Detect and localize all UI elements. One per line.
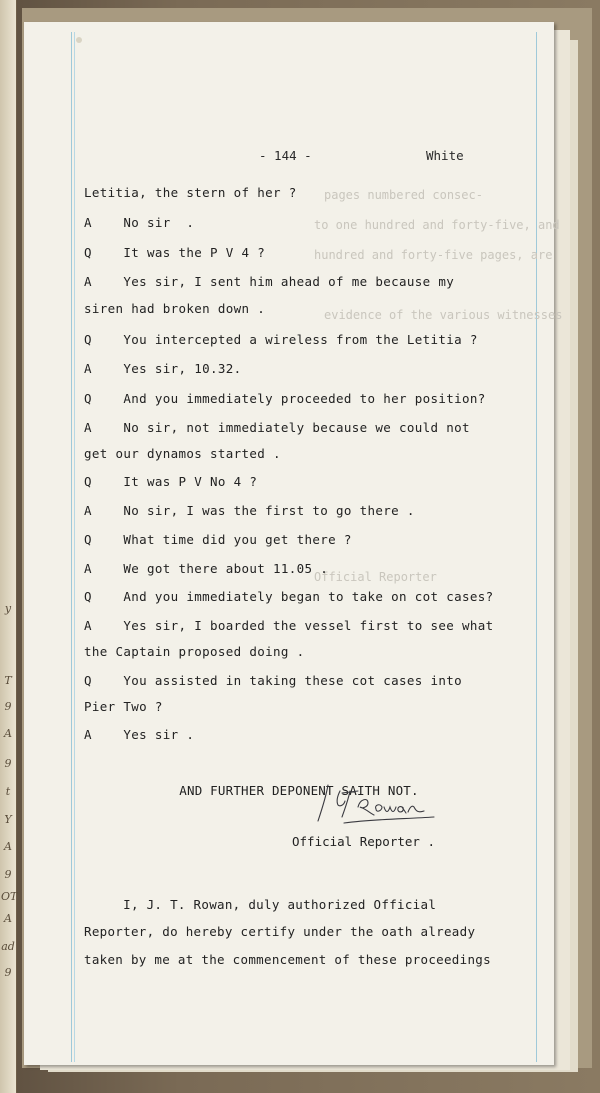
bleed-through-text: evidence of the various witnesses: [324, 308, 563, 322]
margin-mark: A: [4, 840, 12, 853]
margin-mark: Y: [4, 813, 12, 826]
margin-mark: 9: [4, 757, 12, 770]
margin-mark: 9: [4, 868, 12, 881]
testimony-line: A No sir .: [84, 215, 195, 230]
margin-rule-right: [536, 32, 537, 1062]
testimony-line: the Captain proposed doing .: [84, 644, 305, 659]
previous-page-marks: [0, 0, 16, 1093]
testimony-line: siren had broken down .: [84, 301, 266, 316]
document-page: [24, 22, 563, 1065]
testimony-line: Q It was the P V 4 ?: [84, 245, 266, 260]
margin-mark: A: [4, 912, 12, 925]
page-number: - 144 -: [259, 148, 312, 163]
signature: [314, 779, 454, 829]
margin-mark: 9: [4, 966, 12, 979]
witness-name: White: [426, 148, 464, 163]
testimony-line: Pier Two ?: [84, 699, 163, 714]
testimony-line: Q You assisted in taking these cot cases into: [84, 673, 463, 688]
margin-mark: OT: [1, 890, 18, 903]
certification-line: taken by me at the commencement of these proceedings: [84, 952, 491, 967]
signature-title: Official Reporter .: [292, 834, 435, 849]
bleed-through-text: hundred and forty-five pages, are: [314, 248, 553, 262]
margin-rule-left-inner: [74, 32, 75, 1062]
certification-line: Reporter, do hereby certify under the oath already: [84, 924, 476, 939]
binding-hole: [76, 37, 82, 43]
margin-mark: y: [4, 602, 12, 615]
margin-mark: 9: [4, 700, 12, 713]
testimony-line: A Yes sir .: [84, 727, 195, 742]
margin-mark: ad: [1, 940, 15, 953]
margin-mark: T: [4, 674, 12, 687]
certification-line: I, J. T. Rowan, duly authorized Official: [84, 897, 437, 912]
margin-mark: A: [4, 727, 12, 740]
testimony-line: Letitia, the stern of her ?: [84, 185, 297, 200]
testimony-line: A Yes sir, I boarded the vessel first to see what: [84, 618, 494, 633]
testimony-line: A No sir, not immediately because we could not: [84, 420, 470, 435]
bleed-through-text: Official Reporter: [314, 570, 437, 584]
testimony-line: A Yes sir, I sent him ahead of me because my: [84, 274, 455, 289]
testimony-line: Q And you immediately began to take on cot cases?: [84, 589, 494, 604]
testimony-line: A We got there about 11.05 .: [84, 561, 329, 576]
bleed-through-text: pages numbered consec-: [324, 188, 483, 202]
margin-mark: t: [5, 785, 11, 798]
testimony-line: A Yes sir, 10.32.: [84, 361, 242, 376]
testimony-line: get our dynamos started .: [84, 446, 281, 461]
testimony-line: Q It was P V No 4 ?: [84, 474, 258, 489]
testimony-line: A No sir, I was the first to go there .: [84, 503, 415, 518]
testimony-line: Q What time did you get there ?: [84, 532, 352, 547]
closing-statement: AND FURTHER DEPONENT SAITH NOT.: [179, 783, 419, 798]
bleed-through-text: to one hundred and forty-five, and: [314, 218, 560, 232]
testimony-line: Q And you immediately proceeded to her position?: [84, 391, 486, 406]
testimony-line: Q You intercepted a wireless from the Letitia ?: [84, 332, 478, 347]
margin-rule-left: [71, 32, 72, 1062]
